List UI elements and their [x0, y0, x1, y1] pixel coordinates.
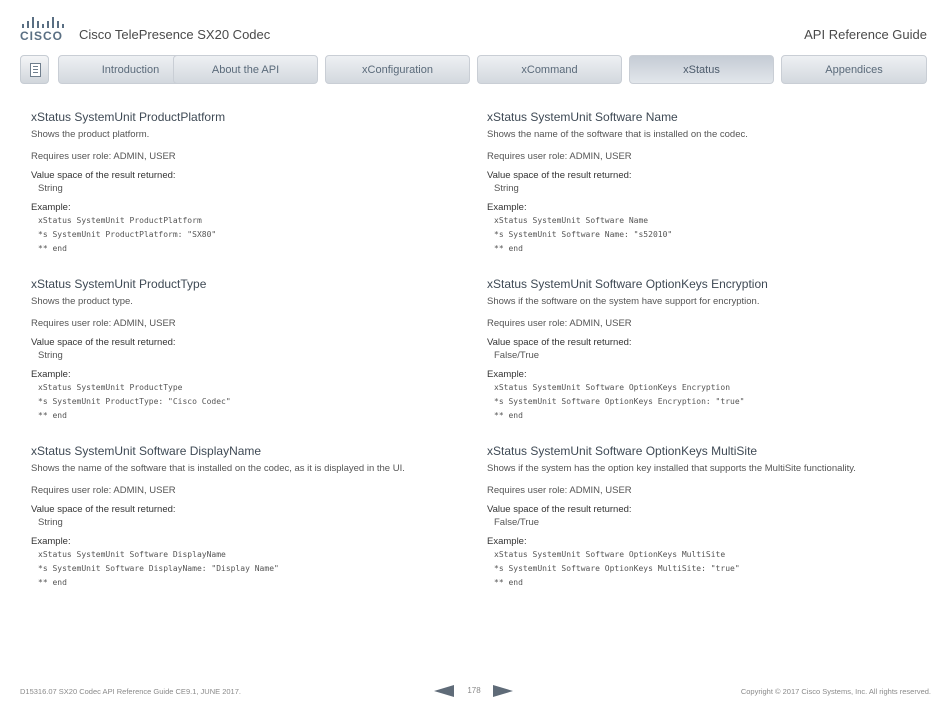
- example-code-line: xStatus SystemUnit ProductType: [38, 383, 183, 392]
- example-code-line: *s SystemUnit ProductType: "Cisco Codec": [38, 397, 231, 406]
- navigation-tabs: [20, 55, 927, 85]
- example-code-line: xStatus SystemUnit Software Name: [494, 216, 649, 225]
- example-code-line: ** end: [494, 244, 523, 253]
- entry-user-role: Requires user role: ADMIN, USER: [31, 485, 176, 496]
- entry-user-role: Requires user role: ADMIN, USER: [487, 151, 632, 162]
- entry-user-role: Requires user role: ADMIN, USER: [31, 151, 176, 162]
- example-label: Example:: [31, 202, 71, 213]
- example-code-line: *s SystemUnit Software DisplayName: "Display Name": [38, 564, 279, 573]
- value-space: False/True: [494, 350, 540, 361]
- entry-title: xStatus SystemUnit Software OptionKeys Encryption: [487, 277, 768, 291]
- status-entry: [31, 108, 471, 275]
- previous-page-arrow-icon[interactable]: [434, 685, 454, 697]
- example-code-line: ** end: [38, 411, 67, 420]
- entry-description: Shows if the system has the option key installed that supports the MultiSite functionality.: [487, 463, 856, 474]
- tab-introduction[interactable]: Introduction: [58, 55, 203, 84]
- entry-title: xStatus SystemUnit Software OptionKeys MultiSite: [487, 444, 758, 458]
- footer-copyright: Copyright © 2017 Cisco Systems, Inc. All rights reserved.: [740, 687, 931, 696]
- tab-appendices[interactable]: Appendices: [781, 55, 927, 84]
- example-code-line: ** end: [494, 411, 523, 420]
- example-code-line: *s SystemUnit Software OptionKeys MultiSite: "true": [494, 564, 740, 573]
- example-code-line: ** end: [38, 244, 67, 253]
- status-entry: [31, 275, 471, 442]
- guide-title: API Reference Guide: [804, 27, 927, 42]
- example-code-line: xStatus SystemUnit Software OptionKeys Encryption: [494, 383, 731, 392]
- example-code-line: xStatus SystemUnit Software OptionKeys MultiSite: [494, 550, 726, 559]
- cisco-logo: [20, 16, 66, 42]
- example-label: Example:: [31, 536, 71, 547]
- value-space-label: Value space of the result returned:: [487, 337, 632, 348]
- contents-button[interactable]: [20, 55, 49, 84]
- example-code-line: *s SystemUnit Software Name: "s52010": [494, 230, 673, 239]
- value-space: String: [494, 183, 519, 194]
- example-label: Example:: [31, 369, 71, 380]
- entry-title: xStatus SystemUnit Software Name: [487, 110, 678, 124]
- cisco-logo-text: CISCO: [20, 29, 64, 43]
- example-code-line: ** end: [494, 578, 523, 587]
- value-space-label: Value space of the result returned:: [31, 504, 176, 515]
- cisco-logo-bars-icon: [22, 16, 64, 28]
- example-code-line: xStatus SystemUnit Software DisplayName: [38, 550, 226, 559]
- left-column: [31, 108, 471, 609]
- entry-user-role: Requires user role: ADMIN, USER: [487, 318, 632, 329]
- entry-title: xStatus SystemUnit ProductPlatform: [31, 110, 226, 124]
- example-label: Example:: [487, 369, 527, 380]
- example-code-line: ** end: [38, 578, 67, 587]
- pager: [434, 683, 514, 699]
- value-space-label: Value space of the result returned:: [31, 337, 176, 348]
- value-space: String: [38, 350, 63, 361]
- product-title: Cisco TelePresence SX20 Codec: [79, 27, 271, 42]
- entry-description: Shows the name of the software that is installed on the codec.: [487, 129, 748, 140]
- entry-user-role: Requires user role: ADMIN, USER: [31, 318, 176, 329]
- footer-document-id: D15316.07 SX20 Codec API Reference Guide CE9.1, JUNE 2017.: [20, 687, 241, 696]
- entry-description: Shows if the software on the system have support for encryption.: [487, 296, 760, 307]
- status-entry: [31, 442, 471, 609]
- tab-xconfiguration[interactable]: xConfiguration: [325, 55, 470, 84]
- entry-title: xStatus SystemUnit Software DisplayName: [31, 444, 262, 458]
- page-number: 178: [467, 686, 481, 695]
- tab-xcommand[interactable]: xCommand: [477, 55, 622, 84]
- value-space-label: Value space of the result returned:: [487, 504, 632, 515]
- value-space-label: Value space of the result returned:: [487, 170, 632, 181]
- value-space: String: [38, 183, 63, 194]
- example-label: Example:: [487, 536, 527, 547]
- example-code-line: *s SystemUnit Software OptionKeys Encryption: "true": [494, 397, 745, 406]
- document-icon: [30, 63, 41, 77]
- entry-user-role: Requires user role: ADMIN, USER: [487, 485, 632, 496]
- tab-xstatus[interactable]: xStatus: [629, 55, 774, 84]
- example-label: Example:: [487, 202, 527, 213]
- status-entry: [487, 108, 927, 275]
- next-page-arrow-icon[interactable]: [493, 685, 513, 697]
- entry-description: Shows the name of the software that is installed on the codec, as it is displayed in the UI.: [31, 463, 405, 474]
- entry-title: xStatus SystemUnit ProductType: [31, 277, 207, 291]
- value-space: String: [38, 517, 63, 528]
- status-entry: [487, 442, 927, 609]
- entry-description: Shows the product type.: [31, 296, 133, 307]
- tab-about-the-api[interactable]: About the API: [173, 55, 318, 84]
- example-code-line: *s SystemUnit ProductPlatform: "SX80": [38, 230, 217, 239]
- example-code-line: xStatus SystemUnit ProductPlatform: [38, 216, 202, 225]
- entry-description: Shows the product platform.: [31, 129, 150, 140]
- value-space-label: Value space of the result returned:: [31, 170, 176, 181]
- right-column: [487, 108, 927, 609]
- value-space: False/True: [494, 517, 540, 528]
- status-entry: [487, 275, 927, 442]
